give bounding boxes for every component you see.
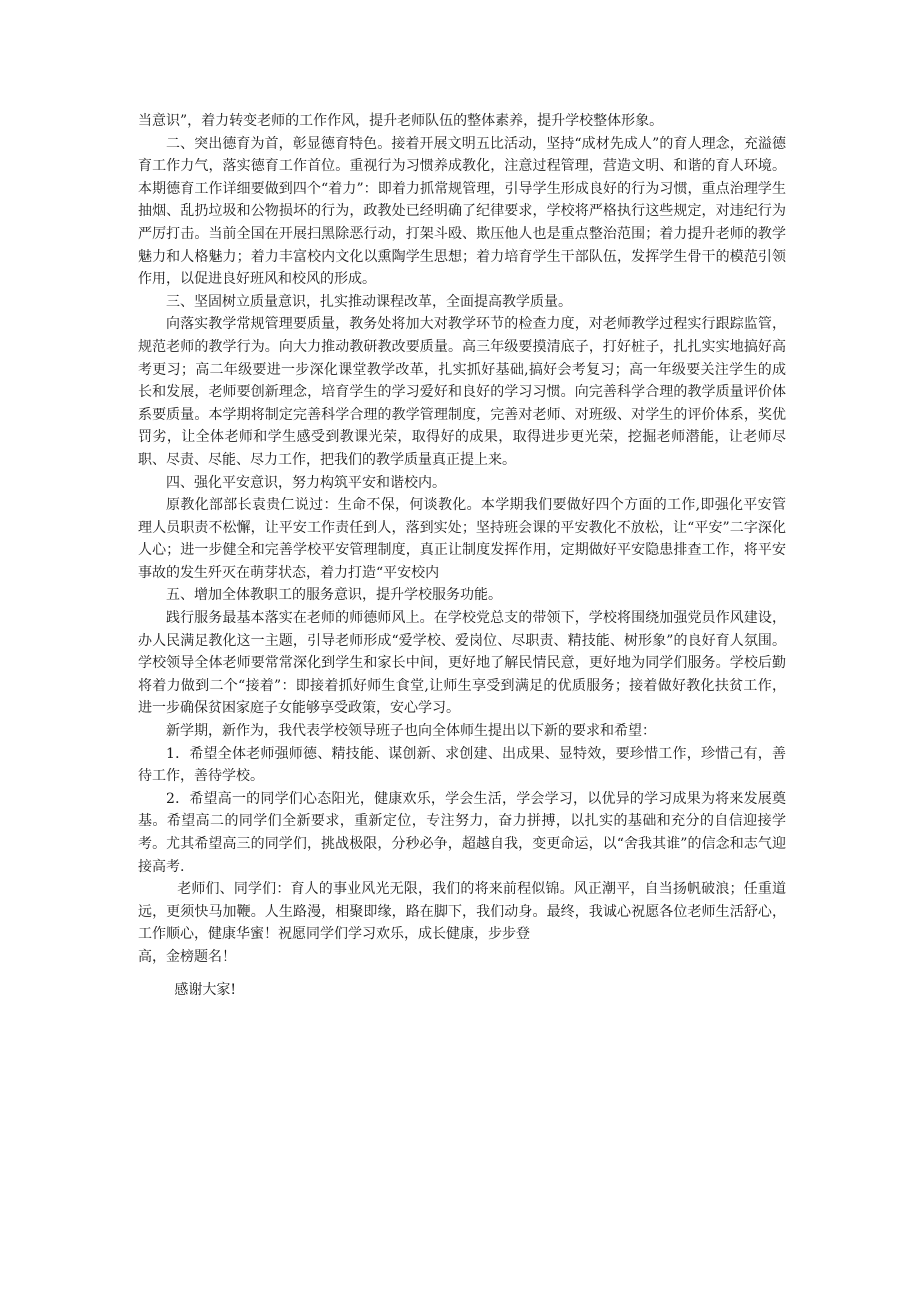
paragraph-continuation: 当意识”，着力转变老师的工作作风，提升老师队伍的整体素养，提升学校整体形象。 (138, 113, 664, 129)
paragraph-section-2-heading-and-body: 二、突出德育为首，彰显德育特色。接着开展文明五比活动，坚持“成材先成人”的育人理念，充溢德育工作力气，落实德育工作首位。重视行为习惯养成教化，注意过程管理，营造文明、和谐的育人环境。本期德育工作详细要做到四个“着力”：即着力抓常规管理，引导学生形成良好的行为习惯，重点治理学生抽烟、乱扔垃圾和公物损坏的行为，政教处已经明确了纪律要求，学校将严格执行这些规定，对违纪行为严厉打击。当前全国在开展扫黑除恶行动，打架斗殴、欺压他人也是重点整治范围；着力提升老师的教学魅力和人格魅力；着力丰富校内文化以熏陶学生思想；着力培育学生干部队伍，发挥学生骨干的模范引领作用，以促进良好班风和校风的形成。 (138, 135, 786, 288)
paragraph-section-4-heading: 四、强化平安意识，努力构筑平安和谐校内。 (166, 474, 446, 491)
paragraph-closing-end: 高，金榜题名！ (138, 948, 236, 965)
paragraph-section-3-body: 向落实教学常规管理要质量，教务处将加大对教学环节的检查力度，对老师教学过程实行跟踪监管，规范老师的教学行为。向大力推动教研教改要质量。高三年级要摸清底子，打好桩子，扎扎实实地搞好高考更习；高二年级要进一步深化课堂教学改革，扎实抓好基础,搞好会考复习；高一年级要关注学生的成长和发展，老师要创新理念，培育学生的学习爱好和良好的学习习惯。向完善科学合理的教学质量评价体系要质量。本学期将制定完善科学合理的教学管理制度，完善对老师、对班级、对学生的评价体系，奖优罚劣，让全体老师和学生感受到教课光荣，取得好的成果，取得进步更光荣，挖掘老师潜能，让老师尽职、尽责、尽能、尽力工作，把我们的教学质量真正提上来。 (138, 316, 786, 468)
paragraph-closing: 老师们、同学们：育人的事业风光无限，我们的将来前程似锦。风正潮平，自当扬帆破浪；任重道远，更须快马加鞭。人生路漫，相聚即缘，路在脚下，我们动身。最终，我诚心祝愿各位老师生活舒心，工作顺心，健康华蜜！祝愿同学们学习欢乐，成长健康，步步登 (138, 881, 786, 943)
paragraph-section-5-heading: 五、增加全体教职工的服务意识，提升学校服务功能。 (166, 587, 502, 604)
paragraph-section-3-heading: 三、坚固树立质量意识，扎实推动课程改革，全面提高教学质量。 (166, 293, 572, 310)
paragraph-hope-students: 2．希望高一的同学们心态阳光，健康欢乐，学会生活，学会学习，以优异的学习成果为将来发展奠基。希望高二的同学们全新要求，重新定位，专注努力，奋力拼搏，以扎实的基础和充分的自信迎接学考。尤其希望高三的同学们，挑战极限，分秒必争，超越自我，变更命运，以“舍我其谁”的信念和志气迎接高考. (138, 790, 786, 875)
paragraph-hope-teachers: 1．希望全体老师强师德、精技能、谋创新、求创建、出成果、显特效，要珍惜工作，珍惜己有，善待工作，善待学校。 (138, 745, 786, 785)
paragraph-section-4-body: 原教化部部长袁贵仁说过：生命不保，何谈教化。本学期我们要做好四个方面的工作,即强化平安管理人员职责不松懈，让平安工作责任到人，落到实处；坚持班会课的平安教化不放松，让“平安”二字深化人心；进一步健全和完善学校平安管理制度，真正让制度发挥作用，定期做好平安隐患排查工作，将平安事故的发生歼灭在萌芽状态，着力打造“平安校内 (138, 497, 786, 581)
document-body (138, 110, 786, 1001)
paragraph-thanks: 感谢大家! (174, 981, 237, 998)
paragraph-section-5-body: 践行服务最基本落实在老师的师德师风上。在学校党总支的带领下，学校将围绕加强党员作风建设，办人民满足教化这一主题，引导老师形成“爱学校、爱岗位、尽职责、精技能、树形象”的良好育人氛围。学校领导全体老师要常常深化到学生和家长中间，更好地了解民情民意，更好地为同学们服务。学校后勤将着力做到二个“接着”：即接着抓好师生食堂,让师生享受到满足的优质服务；接着做好教化扶贫工作，进一步确保贫困家庭子女能够享受政策，安心学习。 (138, 610, 786, 717)
paragraph-new-semester: 新学期，新作为，我代表学校领导班子也向全体师生提出以下新的要求和希望： (166, 723, 656, 740)
